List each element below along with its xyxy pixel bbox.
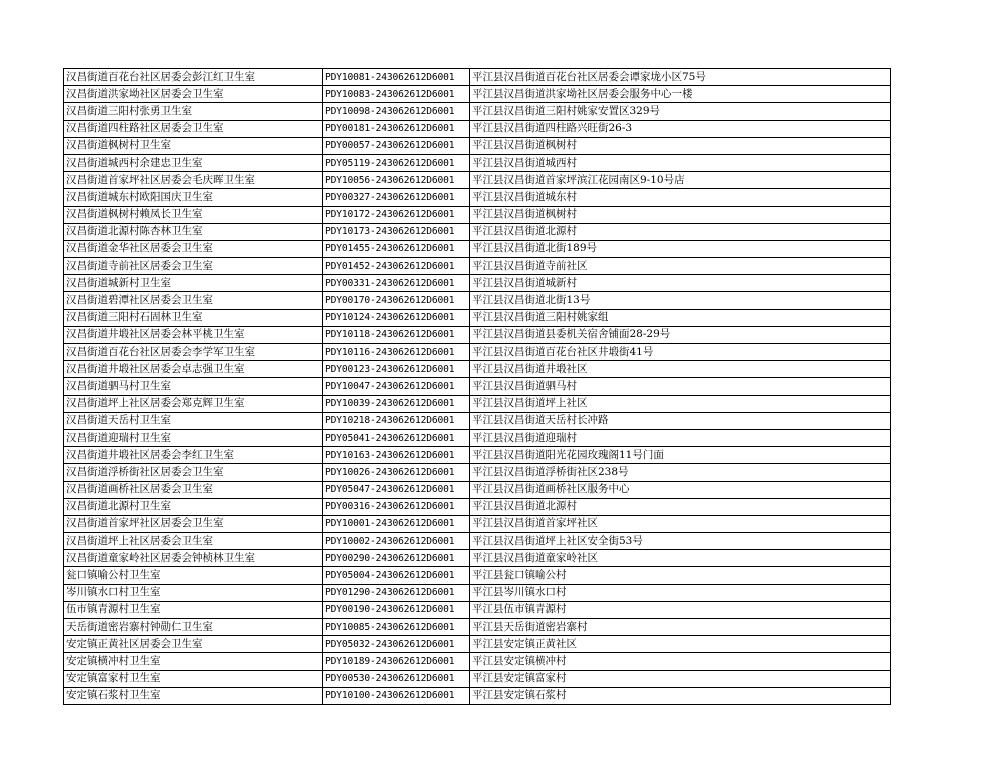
clinic-name-cell: 汉昌街道三阳村张勇卫生室	[64, 103, 323, 120]
table-body	[64, 69, 891, 705]
license-code-cell: PDY01455-243062612D6001	[323, 240, 470, 257]
license-code-cell: PDY00190-243062612D6001	[323, 601, 470, 618]
license-code-cell: PDY00316-243062612D6001	[323, 498, 470, 515]
table-row	[64, 154, 891, 171]
clinic-name-cell: 汉昌街道金华社区居委会卫生室	[64, 240, 323, 257]
table-row	[64, 309, 891, 326]
clinic-name-cell: 岑川镇水口村卫生室	[64, 584, 323, 601]
table-row	[64, 189, 891, 206]
clinic-name-cell: 安定镇正黄社区居委会卫生室	[64, 636, 323, 653]
table-row	[64, 361, 891, 378]
license-code-cell: PDY10100-243062612D6001	[323, 687, 470, 704]
address-cell: 平江县汉昌街道百花台社区井塅街41号	[470, 344, 891, 361]
address-cell: 平江县汉昌街道三阳村姚家安置区329号	[470, 103, 891, 120]
address-cell: 平江县汉昌街道首家坪滨江花园南区9-10号店	[470, 172, 891, 189]
clinic-name-cell: 汉昌街道画桥社区居委会卫生室	[64, 481, 323, 498]
address-cell: 平江县汉昌街道城新村	[470, 275, 891, 292]
table-row	[64, 137, 891, 154]
table-row	[64, 567, 891, 584]
address-cell: 平江县汉昌街道枫树村	[470, 137, 891, 154]
address-cell: 平江县汉昌街道枫树村	[470, 206, 891, 223]
table-row	[64, 326, 891, 343]
clinic-name-cell: 汉昌街道驷马村卫生室	[64, 378, 323, 395]
clinic-name-cell: 汉昌街道北源村陈杏林卫生室	[64, 223, 323, 240]
clinic-name-cell: 天岳街道密岩寨村钟勋仁卫生室	[64, 619, 323, 636]
table-row	[64, 481, 891, 498]
clinic-name-cell: 汉昌街道百花台社区居委会李学军卫生室	[64, 344, 323, 361]
address-cell: 平江县汉昌街道县委机关宿舍铺面28-29号	[470, 326, 891, 343]
clinic-name-cell: 汉昌街道洪家坳社区居委会卫生室	[64, 86, 323, 103]
table-row	[64, 653, 891, 670]
license-code-cell: PDY00123-243062612D6001	[323, 361, 470, 378]
clinic-name-cell: 汉昌街道城东村欧阳国庆卫生室	[64, 189, 323, 206]
license-code-cell: PDY10124-243062612D6001	[323, 309, 470, 326]
license-code-cell: PDY10039-243062612D6001	[323, 395, 470, 412]
address-cell: 平江县汉昌街道四柱路兴旺街26-3	[470, 120, 891, 137]
table-row	[64, 395, 891, 412]
license-code-cell: PDY05041-243062612D6001	[323, 429, 470, 446]
table-row	[64, 240, 891, 257]
address-cell: 平江县伍市镇青源村	[470, 601, 891, 618]
clinic-name-cell: 汉昌街道城西村余建忠卫生室	[64, 154, 323, 171]
table-row	[64, 515, 891, 532]
license-code-cell: PDY00530-243062612D6001	[323, 670, 470, 687]
clinic-name-cell: 汉昌街道北源村卫生室	[64, 498, 323, 515]
clinic-name-cell: 汉昌街道坪上社区居委会郑克辉卫生室	[64, 395, 323, 412]
address-cell: 平江县安定镇正黄社区	[470, 636, 891, 653]
table-row	[64, 172, 891, 189]
table-row	[64, 412, 891, 429]
clinic-name-cell: 汉昌街道首家坪社区居委会卫生室	[64, 515, 323, 532]
table-row	[64, 619, 891, 636]
clinic-name-cell: 汉昌街道天岳村卫生室	[64, 412, 323, 429]
license-code-cell: PDY10098-243062612D6001	[323, 103, 470, 120]
table-row	[64, 258, 891, 275]
license-code-cell: PDY01290-243062612D6001	[323, 584, 470, 601]
license-code-cell: PDY10189-243062612D6001	[323, 653, 470, 670]
address-cell: 平江县汉昌街道寺前社区	[470, 258, 891, 275]
license-code-cell: PDY10085-243062612D6001	[323, 619, 470, 636]
license-code-cell: PDY10172-243062612D6001	[323, 206, 470, 223]
license-code-cell: PDY10001-243062612D6001	[323, 515, 470, 532]
table-row	[64, 223, 891, 240]
clinic-name-cell: 安定镇富家村卫生室	[64, 670, 323, 687]
license-code-cell: PDY05004-243062612D6001	[323, 567, 470, 584]
address-cell: 平江县汉昌街道北街13号	[470, 292, 891, 309]
address-cell: 平江县汉昌街道三阳村姚家组	[470, 309, 891, 326]
address-cell: 平江县汉昌街道百花台社区居委会谭家垅小区75号	[470, 69, 891, 86]
clinic-name-cell: 汉昌街道城新村卫生室	[64, 275, 323, 292]
address-cell: 平江县汉昌街道坪上社区安全街53号	[470, 533, 891, 550]
table-row	[64, 601, 891, 618]
clinic-name-cell: 汉昌街道枫树村赖凤长卫生室	[64, 206, 323, 223]
clinic-name-cell: 汉昌街道井塅社区居委会卓志强卫生室	[64, 361, 323, 378]
clinic-name-cell: 安定镇横冲村卫生室	[64, 653, 323, 670]
address-cell: 平江县汉昌街道驷马村	[470, 378, 891, 395]
address-cell: 平江县汉昌街道童家岭社区	[470, 550, 891, 567]
license-code-cell: PDY10026-243062612D6001	[323, 464, 470, 481]
address-cell: 平江县汉昌街道城西村	[470, 154, 891, 171]
license-code-cell: PDY10083-243062612D6001	[323, 86, 470, 103]
clinic-name-cell: 安定镇石浆村卫生室	[64, 687, 323, 704]
table-row	[64, 464, 891, 481]
clinic-name-cell: 瓮口镇喻公村卫生室	[64, 567, 323, 584]
license-code-cell: PDY10163-243062612D6001	[323, 447, 470, 464]
table-row	[64, 206, 891, 223]
address-cell: 平江县汉昌街道北源村	[470, 223, 891, 240]
address-cell: 平江县汉昌街道洪家坳社区居委会服务中心一楼	[470, 86, 891, 103]
clinic-name-cell: 汉昌街道迎瑞村卫生室	[64, 429, 323, 446]
table-row	[64, 275, 891, 292]
license-code-cell: PDY00170-243062612D6001	[323, 292, 470, 309]
clinic-name-cell: 汉昌街道碧潭社区居委会卫生室	[64, 292, 323, 309]
address-cell: 平江县汉昌街道画桥社区服务中心	[470, 481, 891, 498]
license-code-cell: PDY05032-243062612D6001	[323, 636, 470, 653]
clinic-name-cell: 汉昌街道三阳村石固林卫生室	[64, 309, 323, 326]
license-code-cell: PDY01452-243062612D6001	[323, 258, 470, 275]
license-code-cell: PDY10116-243062612D6001	[323, 344, 470, 361]
address-cell: 平江县汉昌街道北源村	[470, 498, 891, 515]
license-code-cell: PDY05047-243062612D6001	[323, 481, 470, 498]
address-cell: 平江县汉昌街道首家坪社区	[470, 515, 891, 532]
table-row	[64, 550, 891, 567]
table-row	[64, 498, 891, 515]
clinic-name-cell: 汉昌街道枫树村卫生室	[64, 137, 323, 154]
license-code-cell: PDY10047-243062612D6001	[323, 378, 470, 395]
license-code-cell: PDY10056-243062612D6001	[323, 172, 470, 189]
table-row	[64, 447, 891, 464]
clinic-name-cell: 汉昌街道首家坪社区居委会毛庆晖卫生室	[64, 172, 323, 189]
address-cell: 平江县安定镇石浆村	[470, 687, 891, 704]
license-code-cell: PDY00331-243062612D6001	[323, 275, 470, 292]
table-row	[64, 533, 891, 550]
address-cell: 平江县汉昌街道城东村	[470, 189, 891, 206]
license-code-cell: PDY00290-243062612D6001	[323, 550, 470, 567]
clinic-name-cell: 汉昌街道百花台社区居委会彭江红卫生室	[64, 69, 323, 86]
address-cell: 平江县汉昌街道迎瑞村	[470, 429, 891, 446]
clinic-name-cell: 汉昌街道井塅社区居委会林平桃卫生室	[64, 326, 323, 343]
address-cell: 平江县瓮口镇喻公村	[470, 567, 891, 584]
address-cell: 平江县岑川镇水口村	[470, 584, 891, 601]
address-cell: 平江县安定镇横冲村	[470, 653, 891, 670]
license-code-cell: PDY10081-243062612D6001	[323, 69, 470, 86]
address-cell: 平江县天岳街道密岩寨村	[470, 619, 891, 636]
license-code-cell: PDY10118-243062612D6001	[323, 326, 470, 343]
license-code-cell: PDY10173-243062612D6001	[323, 223, 470, 240]
clinic-name-cell: 伍市镇青源村卫生室	[64, 601, 323, 618]
table-row	[64, 670, 891, 687]
clinic-list-table	[63, 68, 891, 705]
clinic-name-cell: 汉昌街道井塅社区居委会李红卫生室	[64, 447, 323, 464]
license-code-cell: PDY10218-243062612D6001	[323, 412, 470, 429]
address-cell: 平江县汉昌街道阳光花园玫瑰阁11号门面	[470, 447, 891, 464]
clinic-name-cell: 汉昌街道童家岭社区居委会钟桢林卫生室	[64, 550, 323, 567]
address-cell: 平江县安定镇富家村	[470, 670, 891, 687]
license-code-cell: PDY00057-243062612D6001	[323, 137, 470, 154]
table-row	[64, 344, 891, 361]
clinic-name-cell: 汉昌街道坪上社区居委会卫生室	[64, 533, 323, 550]
table-row	[64, 86, 891, 103]
address-cell: 平江县汉昌街道天岳村长冲路	[470, 412, 891, 429]
clinic-name-cell: 汉昌街道浮桥街社区居委会卫生室	[64, 464, 323, 481]
address-cell: 平江县汉昌街道浮桥街社区238号	[470, 464, 891, 481]
address-cell: 平江县汉昌街道坪上社区	[470, 395, 891, 412]
table-row	[64, 103, 891, 120]
table-row	[64, 636, 891, 653]
license-code-cell: PDY10002-243062612D6001	[323, 533, 470, 550]
table-row	[64, 69, 891, 86]
address-cell: 平江县汉昌街道井塅社区	[470, 361, 891, 378]
license-code-cell: PDY00181-243062612D6001	[323, 120, 470, 137]
table-row	[64, 292, 891, 309]
clinic-name-cell: 汉昌街道四柱路社区居委会卫生室	[64, 120, 323, 137]
table-row	[64, 378, 891, 395]
table-row	[64, 687, 891, 704]
table-row	[64, 584, 891, 601]
license-code-cell: PDY05119-243062612D6001	[323, 154, 470, 171]
clinic-name-cell: 汉昌街道寺前社区居委会卫生室	[64, 258, 323, 275]
license-code-cell: PDY00327-243062612D6001	[323, 189, 470, 206]
table-row	[64, 429, 891, 446]
table-row	[64, 120, 891, 137]
address-cell: 平江县汉昌街道北街189号	[470, 240, 891, 257]
